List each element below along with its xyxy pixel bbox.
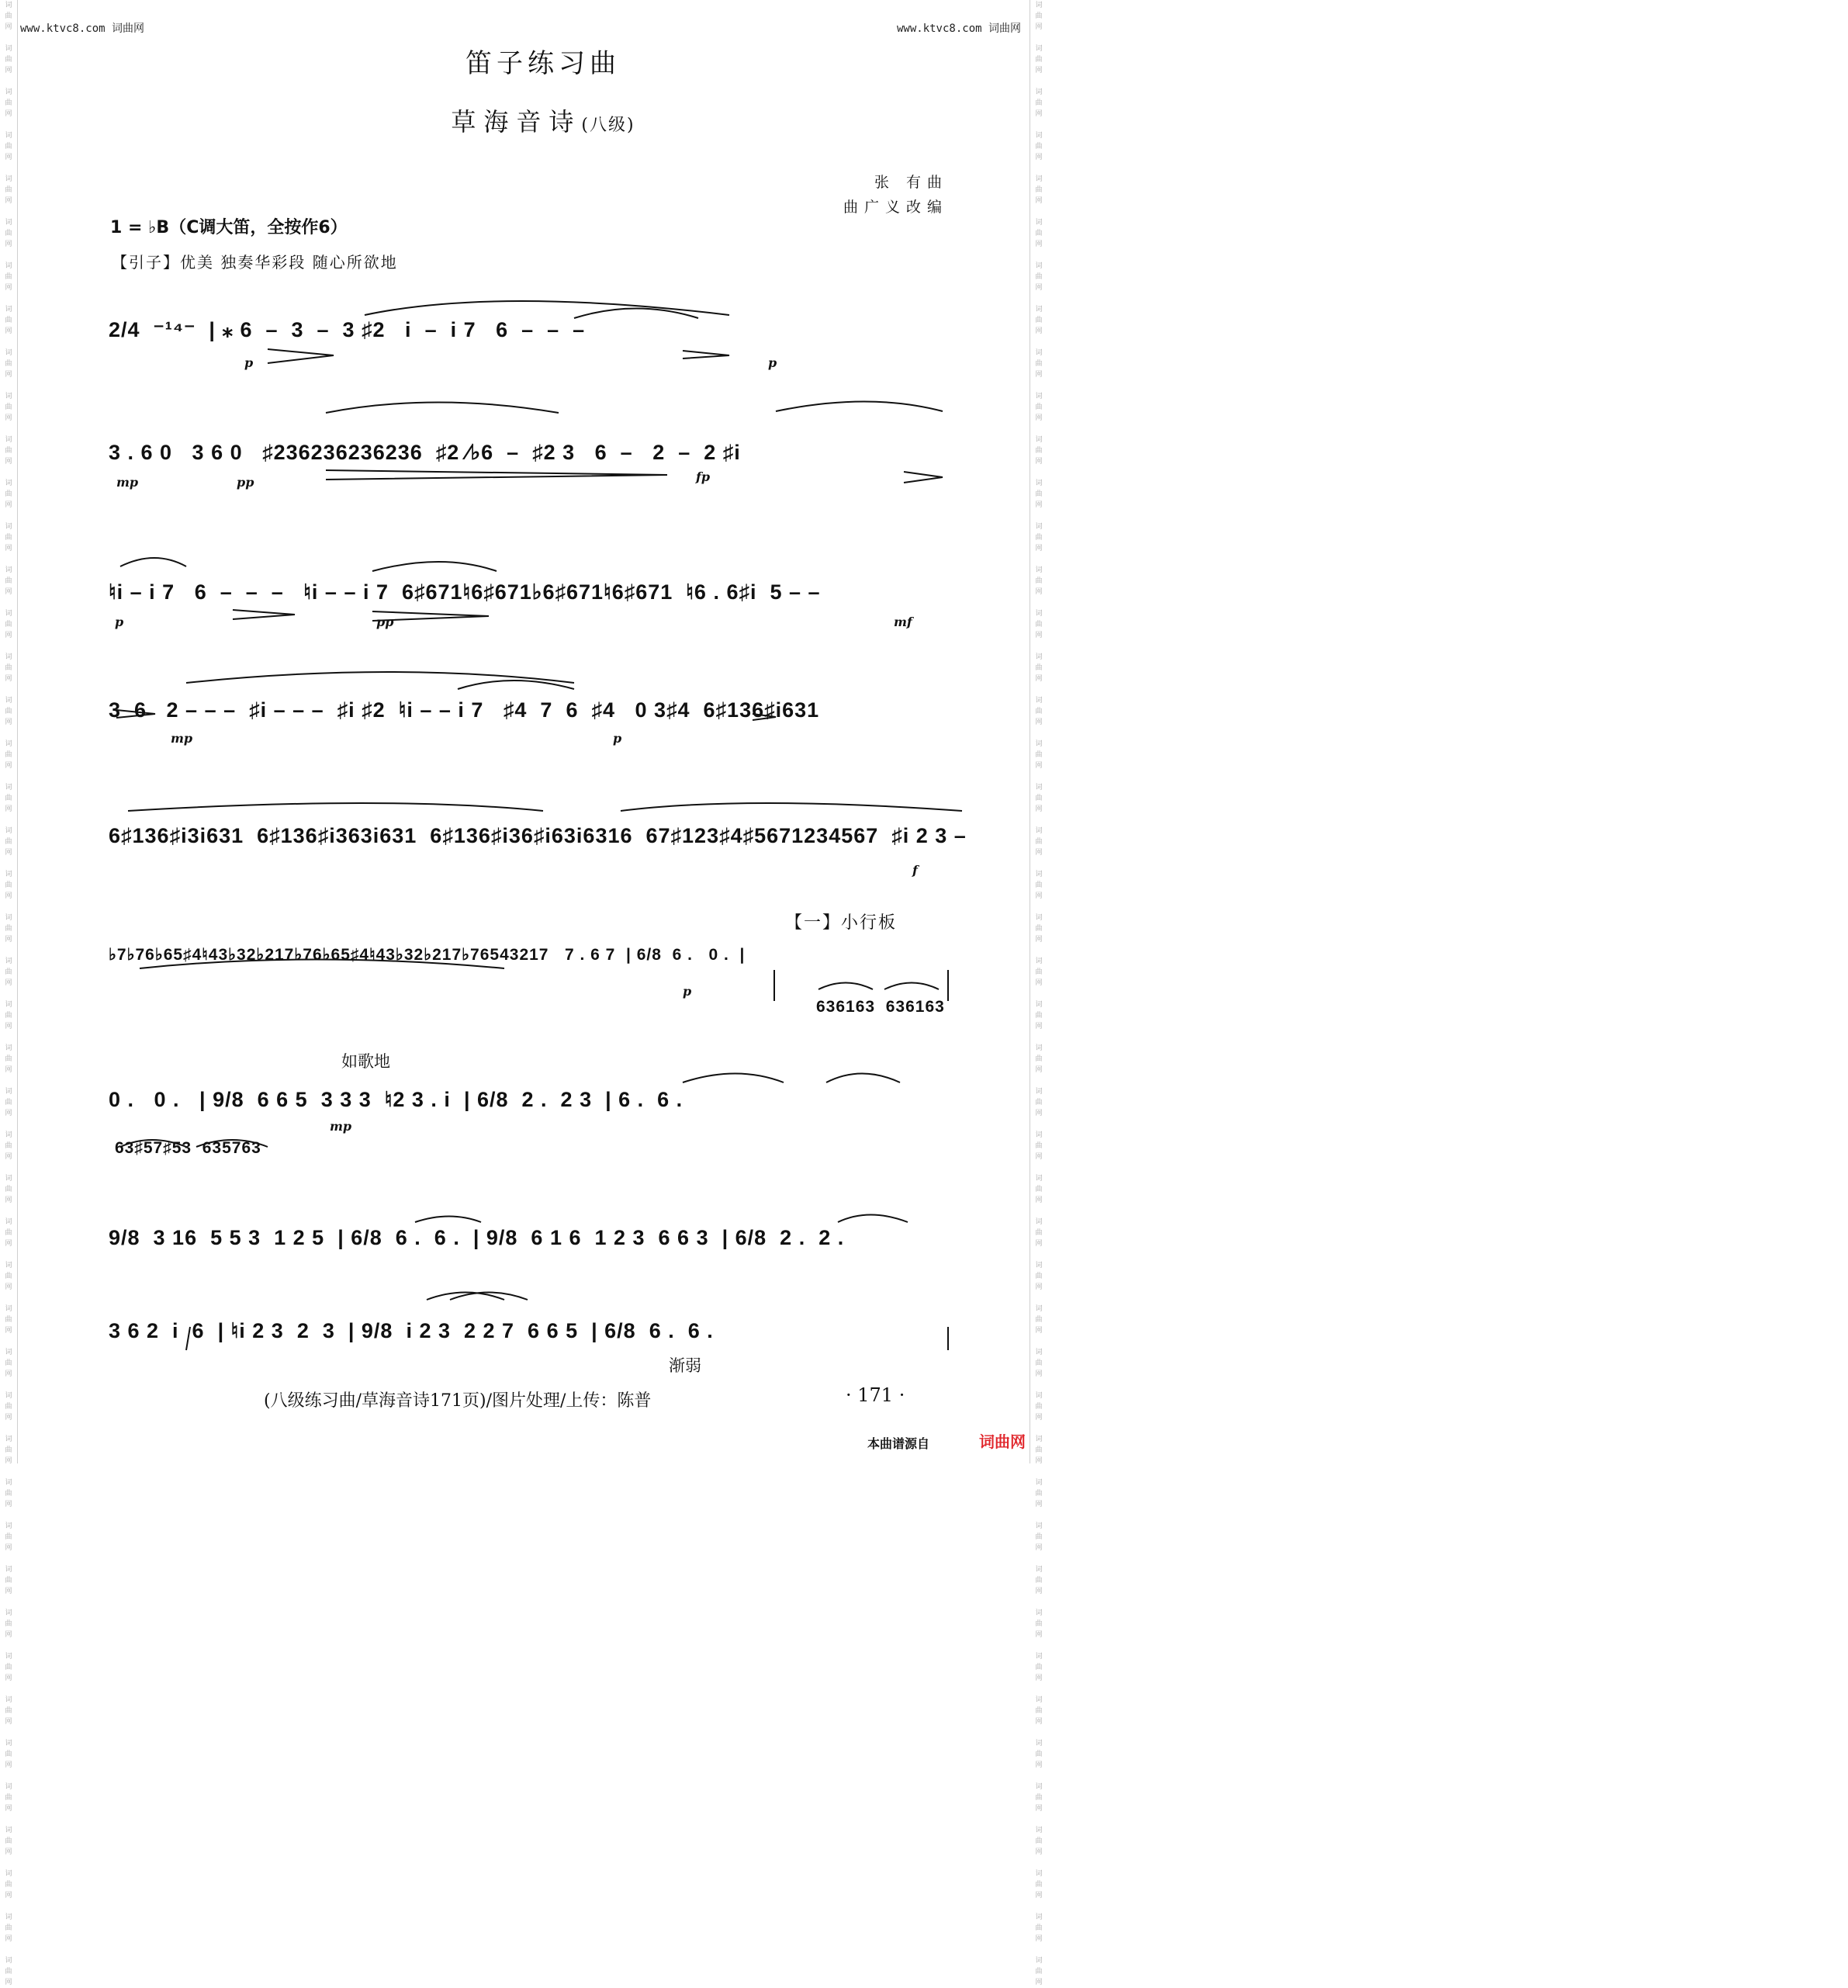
dynamic-mark: fp [696, 469, 711, 484]
staff-line-5: 6♯136♯i3i631 6♯136♯i363i631 6♯136♯i36♯i63i6316 67♯123♯4♯5671234567 ♯i 2 3 – [109, 824, 967, 847]
staff-line-7: 0 . 0 . | 9/8 6 6 5 3 3 3 ♮2 3 . i | 6/8 2 . 2 3 | 6 . 6 . [109, 1088, 683, 1111]
dynamic-mark: mf [894, 615, 912, 629]
source-label: 本曲谱源自 [867, 1436, 930, 1451]
section-marker: 【一】小行板 [785, 913, 898, 933]
staff-line-7-accomp: 63♯57♯53 635763 [115, 1139, 261, 1157]
dynamic-mark: p [768, 355, 777, 370]
dynamic-mark: p [115, 615, 124, 629]
piece-name: 草海音诗 [451, 107, 582, 137]
dynamic-mark: mp [330, 1119, 352, 1134]
expression-marking: 如歌地 [341, 1052, 390, 1071]
dynamic-mark: pp [237, 475, 254, 490]
dynamic-mark: p [613, 731, 622, 746]
site-logo[interactable]: 词曲网 [979, 1432, 1026, 1451]
composer-credit: 张 有曲 [874, 174, 948, 191]
dynamic-mark: f [912, 863, 918, 878]
dynamic-mark: mp [116, 475, 139, 490]
staff-line-6-accomp: 636163 636163 [816, 998, 945, 1016]
page-title: 笛子练习曲 [465, 48, 621, 79]
footer-note: (八级练习曲/草海音诗171页)/图片处理/上传：陈普 [264, 1391, 652, 1411]
staff-line-3: ♮i – i 7 6 – – – ♮i – – i 7 6♯671♮6♯671♭6♯671♮6♯671 ♮6 . 6♯i 5 – – [109, 580, 821, 604]
left-watermark-strip: 词 曲 网 词 曲 网 词 曲 网 词 曲 网 词 曲 网 词 曲 网 词 曲 网 词 曲 网 词 曲 网 词 曲 网 词 曲 网 词 曲 网 词 曲 网 词 曲 网 词 曲 网 词 曲 网 词 曲 网 词 曲 网 词 曲 网 词 曲 网 词 曲 网 词 曲 网 词 曲 网 词 曲 网 词 曲 网 词 曲 网 词 曲 网 词 曲 网 词 曲 网 词 曲 网 词 曲 网 词 曲 网 词 曲 网 词 曲 网 词 曲 网 词 曲 网 词 曲 网 词 曲 网 词 曲 网 词 曲 网 词 曲 网 词 曲 网 词 曲 网 词 曲 网 词 曲 网 词 曲 网 [0, 0, 18, 1463]
dynamic-mark: pp [376, 615, 394, 629]
piece-level: (八级) [581, 116, 635, 135]
header-url-left[interactable]: www.ktvc8.com 词曲网 [20, 23, 145, 35]
right-watermark-strip: 词 曲 网 词 曲 网 词 曲 网 词 曲 网 词 曲 网 词 曲 网 词 曲 网 词 曲 网 词 曲 网 词 曲 网 词 曲 网 词 曲 网 词 曲 网 词 曲 网 词 曲 网 词 曲 网 词 曲 网 词 曲 网 词 曲 网 词 曲 网 词 曲 网 词 曲 网 词 曲 网 词 曲 网 词 曲 网 词 曲 网 词 曲 网 词 曲 网 词 曲 网 词 曲 网 词 曲 网 词 曲 网 词 曲 网 词 曲 网 词 曲 网 词 曲 网 词 曲 网 词 曲 网 词 曲 网 词 曲 网 词 曲 网 词 曲 网 词 曲 网 词 曲 网 词 曲 网 词 曲 网 [1030, 0, 1047, 1463]
intro-marking: 【引子】优美 独奏华彩段 随心所欲地 [112, 253, 398, 272]
dynamic-mark: p [683, 984, 692, 999]
staff-line-9: 3 6 2 i 6 | ♮i 2 3 2 3 | 9/8 i 2 3 2 2 7 6 6 5 | 6/8 6 . 6 . [109, 1319, 714, 1342]
arranger-credit: 曲广义改编 [843, 199, 948, 216]
staff-line-6: ♭7♭76♭65♯4♮43♭32♭217♭76♭65♯4♮43♭32♭217♭76543217 7 . 6 7 | 6/8 6 . 0 . | [109, 946, 746, 964]
dynamic-mark: mp [171, 731, 193, 746]
staff-line-2: 3 . 6 0 3 6 0 ♯236236236236 ♯2 ⁄♭6 – ♯2 3 6 – 2 – 2 ♯i [109, 441, 741, 464]
key-signature: 1 = ♭B（C调大笛，全按作6） [110, 218, 348, 237]
staff-line-4: 3 6 2 – – – ♯i – – – ♯i ♯2 ♮i – – i 7 ♯4 7 6 ♯4 0 3♯4 6♯136♯i631 [109, 698, 820, 722]
dynamic-mark: p [244, 355, 254, 370]
page-number: · 171 · [846, 1384, 905, 1406]
header-url-right[interactable]: www.ktvc8.com 词曲网 [896, 23, 1021, 35]
staff-line-1: 2/4 ⁻¹⁴⁻ | ⁎ 6 – 3 – 3 ♯2 i – i 7 6 – – – [109, 318, 586, 341]
staff-line-8: 9/8 3 16 5 5 3 1 2 5 | 6/8 6 . 6 . | 9/8 6 1 6 1 2 3 6 6 3 | 6/8 2 . 2 . [109, 1226, 845, 1249]
diminuendo-marking: 渐弱 [669, 1356, 701, 1375]
